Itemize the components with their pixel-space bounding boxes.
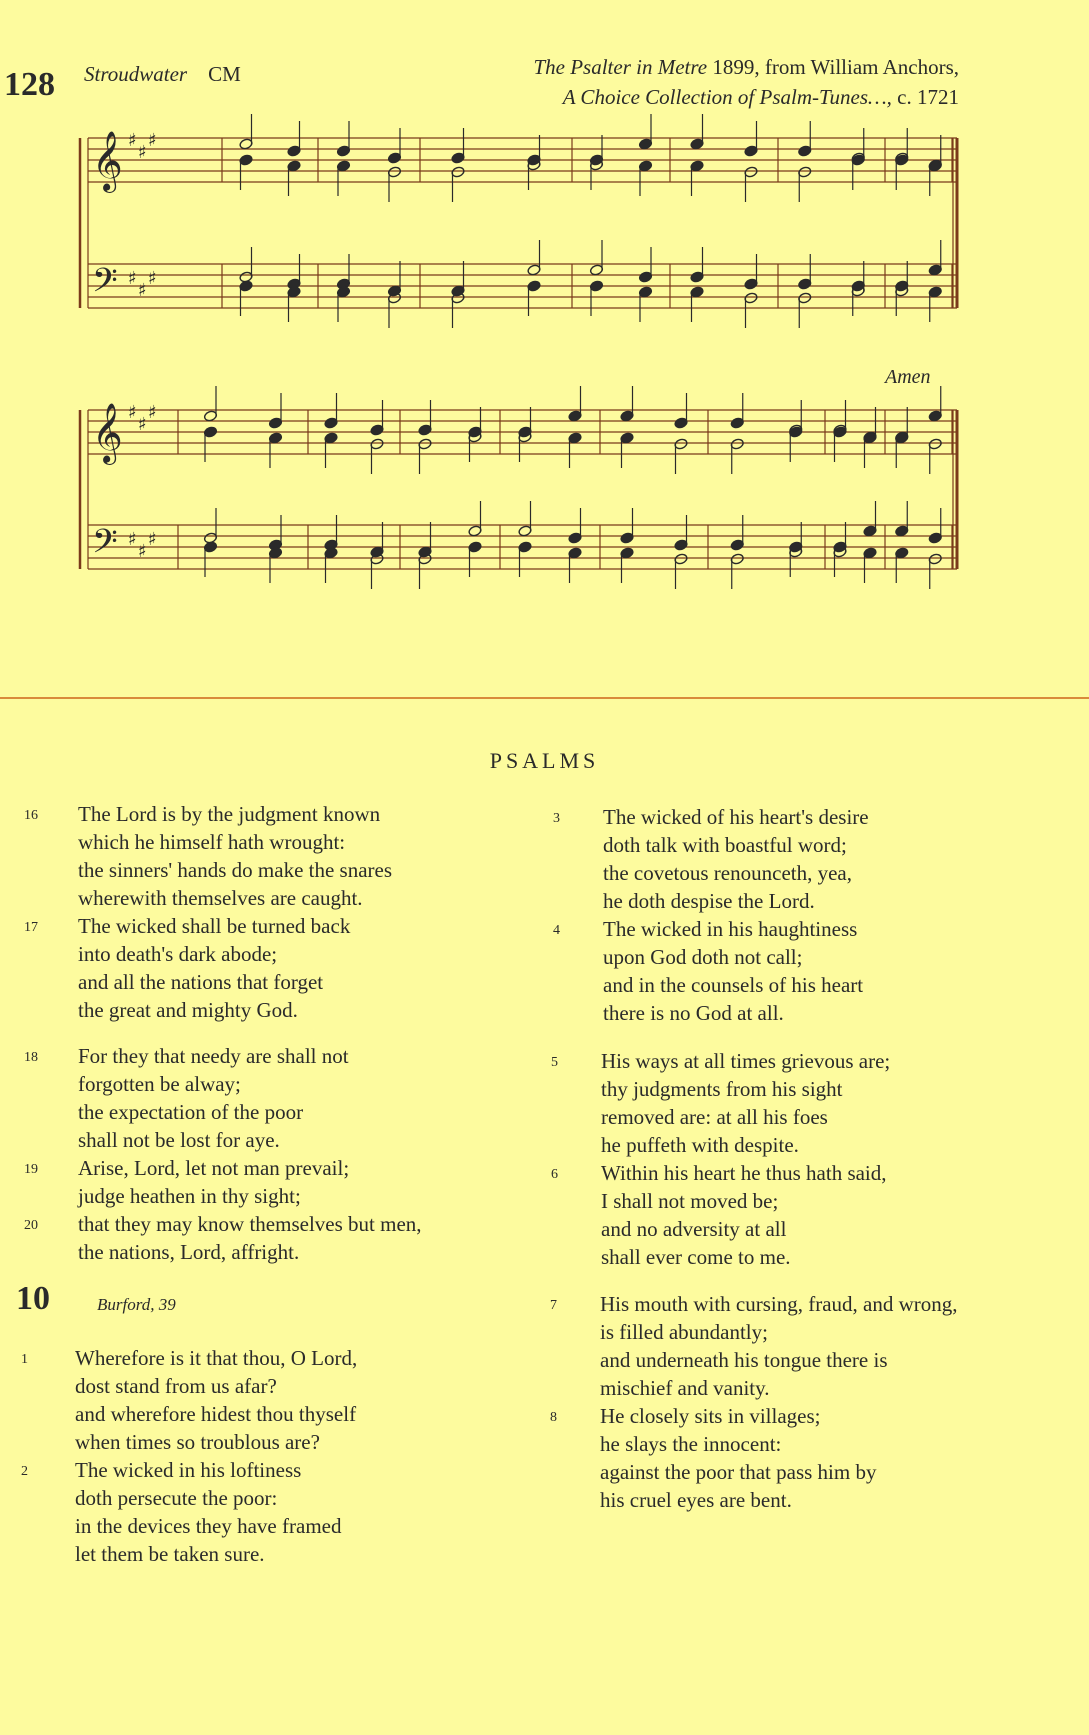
verse-line: the sinners' hands do make the snares xyxy=(78,858,393,882)
verse-line: Wherefore is it that thou, O Lord, xyxy=(75,1346,358,1370)
verse-line: He closely sits in villages; xyxy=(600,1404,821,1428)
verse-line: in the devices they have framed xyxy=(75,1514,342,1538)
verse xyxy=(24,1210,538,1266)
verse-line: and underneath his tongue there is xyxy=(600,1348,888,1372)
verse-line: is filled abundantly; xyxy=(600,1320,768,1344)
right-column-group-1 xyxy=(553,803,1043,1027)
svg-text:♯: ♯ xyxy=(138,142,147,163)
verse-number: 5 xyxy=(551,1055,558,1070)
verse-line: Within his heart he thus hath said, xyxy=(601,1161,887,1185)
svg-text:♯: ♯ xyxy=(138,280,147,301)
verse-line: the covetous renounceth, yea, xyxy=(603,861,852,885)
verse-number: 20 xyxy=(24,1218,38,1233)
verse-line: doth talk with boastful word; xyxy=(603,833,847,857)
svg-text:𝄞: 𝄞 xyxy=(92,403,123,463)
svg-text:♯: ♯ xyxy=(128,402,137,423)
verse-line: upon God doth not call; xyxy=(603,945,803,969)
left-column-group-1 xyxy=(24,800,518,1024)
left-column-group-3 xyxy=(21,1344,515,1568)
right-column-group-3 xyxy=(550,1290,1070,1514)
verse-line: he doth despise the Lord. xyxy=(603,889,815,913)
svg-text:♯: ♯ xyxy=(148,402,157,423)
verse-number: 4 xyxy=(553,923,560,938)
verse-line: thy judgments from his sight xyxy=(601,1077,843,1101)
verse-line: into death's dark abode; xyxy=(78,942,278,966)
verse-line: dost stand from us afar? xyxy=(75,1374,277,1398)
verse xyxy=(550,1402,1070,1514)
verse-line: judge heathen in thy sight; xyxy=(78,1184,301,1208)
verse-line: and no adversity at all xyxy=(601,1217,787,1241)
verse-number: 18 xyxy=(24,1050,38,1065)
psalm-tune: Burford, 39 xyxy=(97,1295,176,1314)
verse xyxy=(550,1290,1070,1402)
verse-number: 3 xyxy=(553,811,560,826)
verse xyxy=(551,1047,1041,1159)
verse xyxy=(21,1344,515,1456)
verse-line: which he himself hath wrought: xyxy=(78,830,346,854)
verse xyxy=(21,1456,515,1568)
svg-text:𝄢: 𝄢 xyxy=(92,262,118,308)
svg-text:♯: ♯ xyxy=(128,268,137,289)
verse-number: 8 xyxy=(550,1410,557,1425)
tune-meter: CM xyxy=(208,62,241,86)
svg-text:♯: ♯ xyxy=(128,529,137,550)
verse xyxy=(553,803,1043,915)
verse-line: The wicked shall be turned back xyxy=(78,914,351,938)
verse-line: and all the nations that forget xyxy=(78,970,324,994)
verse-line: His ways at all times grievous are; xyxy=(601,1049,891,1073)
verse-line: The wicked of his heart's desire xyxy=(603,805,869,829)
verse-number: 16 xyxy=(24,808,38,823)
verse-line: and in the counsels of his heart xyxy=(603,973,864,997)
verse xyxy=(24,912,518,1024)
verse-line: The wicked in his haughtiness xyxy=(603,917,858,941)
verse-line: the expectation of the poor xyxy=(78,1100,304,1124)
verse-line: that they may know themselves but men, xyxy=(78,1212,422,1236)
left-column-group-2 xyxy=(24,1042,538,1266)
music-score xyxy=(0,0,1089,640)
verse xyxy=(24,1042,538,1154)
verse-line: mischief and vanity. xyxy=(600,1376,770,1400)
verse xyxy=(24,1154,538,1210)
verse-line: and wherefore hidest thou thyself xyxy=(75,1402,357,1426)
verse-number: 17 xyxy=(24,920,38,935)
svg-text:♯: ♯ xyxy=(148,268,157,289)
verse-number: 1 xyxy=(21,1352,28,1367)
svg-text:♯: ♯ xyxy=(148,529,157,550)
verse-line: the great and mighty God. xyxy=(78,998,298,1022)
amen-label: Amen xyxy=(885,366,931,388)
page-divider xyxy=(0,697,1089,699)
svg-text:♯: ♯ xyxy=(128,130,137,151)
verse-line: against the poor that pass him by xyxy=(600,1460,877,1484)
verse-line: The wicked in his loftiness xyxy=(75,1458,302,1482)
source-title: The Psalter in Metre xyxy=(533,55,708,79)
verse-line: His mouth with cursing, fraud, and wrong, xyxy=(600,1292,958,1316)
verse-line: his cruel eyes are bent. xyxy=(600,1488,792,1512)
verse xyxy=(24,800,518,912)
source-date: c. 1721 xyxy=(891,85,959,109)
verse-number: 19 xyxy=(24,1162,38,1177)
svg-text:𝄞: 𝄞 xyxy=(92,131,123,191)
verse-number: 2 xyxy=(21,1464,28,1479)
svg-text:♯: ♯ xyxy=(148,130,157,151)
verse-line: he slays the innocent: xyxy=(600,1432,782,1456)
verse-line: the nations, Lord, affright. xyxy=(78,1240,300,1264)
verse xyxy=(553,915,1043,1027)
right-column-group-2 xyxy=(551,1047,1041,1271)
source-collection: A Choice Collection of Psalm-Tunes…, xyxy=(562,85,892,109)
verse-line: doth persecute the poor: xyxy=(75,1486,278,1510)
svg-text:♯: ♯ xyxy=(138,414,147,435)
verse-line: Arise, Lord, let not man prevail; xyxy=(78,1156,350,1180)
verse-line: there is no God at all. xyxy=(603,1001,784,1025)
verse xyxy=(551,1159,1041,1271)
verse-line: shall not be lost for aye. xyxy=(78,1128,280,1152)
verse-line: let them be taken sure. xyxy=(75,1542,265,1566)
verse-line: he puffeth with despite. xyxy=(601,1133,799,1157)
svg-text:𝄢: 𝄢 xyxy=(92,523,118,569)
psalm-number: 10 xyxy=(16,1280,50,1317)
hymn-number: 128 xyxy=(4,66,55,103)
verse-line: removed are: at all his foes xyxy=(601,1105,828,1129)
verse-line: when times so troublous are? xyxy=(75,1430,320,1454)
tune-name: Stroudwater xyxy=(84,62,188,86)
section-title: PSALMS xyxy=(489,748,600,773)
verse-line: wherewith themselves are caught. xyxy=(78,886,363,910)
verse-line: forgotten be alway; xyxy=(78,1072,241,1096)
verse-number: 6 xyxy=(551,1167,558,1182)
verse-line: shall ever come to me. xyxy=(601,1245,791,1269)
source-rest: 1899, from William Anchors, xyxy=(707,55,959,79)
verse-number: 7 xyxy=(550,1298,557,1313)
verse-line: The Lord is by the judgment known xyxy=(78,802,381,826)
svg-text:♯: ♯ xyxy=(138,541,147,562)
verse-line: For they that needy are shall not xyxy=(78,1044,349,1068)
verse-line: I shall not moved be; xyxy=(601,1189,779,1213)
